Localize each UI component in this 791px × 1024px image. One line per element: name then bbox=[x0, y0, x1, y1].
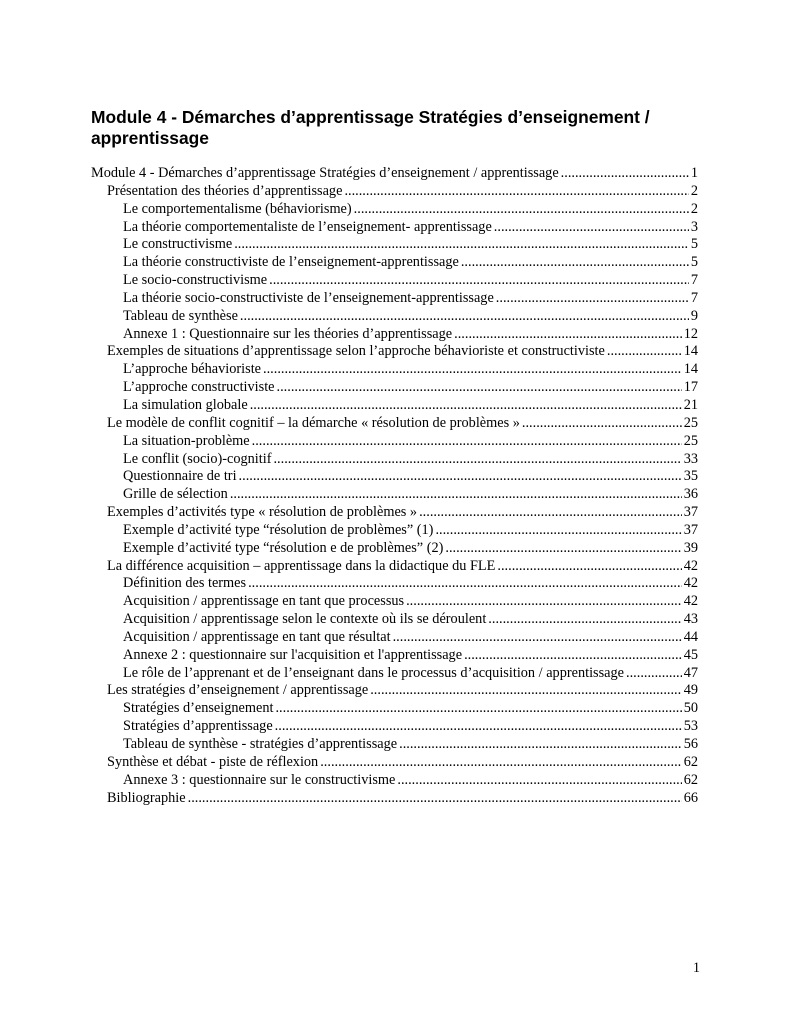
toc-entry[interactable] bbox=[91, 165, 698, 183]
toc-entry[interactable] bbox=[91, 718, 698, 736]
toc-entry-page-number[interactable]: 7 bbox=[690, 289, 698, 306]
toc-entry-label[interactable]: Acquisition / apprentissage en tant que résultat bbox=[123, 628, 391, 645]
toc-entry[interactable] bbox=[91, 415, 698, 433]
toc-entry-page-number[interactable]: 17 bbox=[683, 379, 698, 396]
toc-entry[interactable] bbox=[91, 700, 698, 718]
toc-entry-label[interactable]: Annexe 1 : Questionnaire sur les théories d’apprentissage bbox=[123, 325, 453, 342]
toc-entry-page-number[interactable]: 42 bbox=[683, 557, 698, 574]
toc-entry-label[interactable]: Questionnaire de tri bbox=[123, 468, 237, 485]
toc-entry[interactable] bbox=[91, 183, 698, 201]
toc-entry[interactable] bbox=[91, 451, 698, 469]
toc-entry-page-number[interactable]: 21 bbox=[683, 396, 698, 413]
toc-entry-page-number[interactable]: 36 bbox=[683, 486, 698, 503]
toc-entry[interactable] bbox=[91, 308, 698, 326]
toc-dot-leader bbox=[354, 201, 689, 219]
toc-entry-label[interactable]: Acquisition / apprentissage en tant que processus bbox=[123, 593, 405, 610]
toc-entry-label[interactable]: La théorie comportementaliste de l’enseignement- apprentissage bbox=[123, 218, 492, 235]
toc-dot-leader bbox=[277, 379, 682, 397]
toc-entry-label[interactable]: Grille de sélection bbox=[123, 486, 228, 503]
toc-entry[interactable] bbox=[91, 486, 698, 504]
toc-dot-leader bbox=[399, 736, 682, 754]
toc-entry-page-number[interactable]: 14 bbox=[683, 361, 698, 378]
toc-entry-page-number[interactable]: 62 bbox=[683, 771, 698, 788]
toc-entry-page-number[interactable]: 44 bbox=[683, 628, 698, 645]
toc-entry-label[interactable]: L’approche béhavioriste bbox=[123, 361, 262, 378]
toc-entry[interactable] bbox=[91, 254, 698, 272]
toc-entry-page-number[interactable]: 14 bbox=[683, 343, 698, 360]
toc-entry-label[interactable]: Stratégies d’apprentissage bbox=[123, 718, 273, 735]
toc-entry-page-number[interactable]: 56 bbox=[683, 736, 698, 752]
toc-entry[interactable] bbox=[91, 522, 698, 540]
toc-entry-page-number[interactable]: 62 bbox=[683, 753, 698, 770]
toc-entry-label[interactable]: Le comportementalisme (béhaviorisme) bbox=[123, 200, 352, 217]
toc-entry[interactable] bbox=[91, 611, 698, 629]
toc-entry-label[interactable]: Annexe 2 : questionnaire sur l'acquisition et l'apprentissage bbox=[123, 646, 463, 663]
toc-dot-leader bbox=[406, 593, 682, 611]
toc-entry-page-number[interactable]: 2 bbox=[690, 200, 698, 217]
toc-entry-label[interactable]: La théorie constructiviste de l’enseignement-apprentissage bbox=[123, 254, 459, 271]
toc-entry[interactable] bbox=[91, 629, 698, 647]
toc-entry[interactable] bbox=[91, 772, 698, 790]
toc-dot-leader bbox=[252, 433, 682, 451]
toc-entry-label[interactable]: Bibliographie bbox=[107, 789, 186, 806]
toc-dot-leader bbox=[188, 790, 682, 808]
toc-dot-leader bbox=[230, 486, 682, 504]
toc-entry[interactable] bbox=[91, 540, 698, 558]
toc-dot-leader bbox=[263, 361, 682, 379]
toc-entry[interactable] bbox=[91, 790, 698, 808]
page-number: 1 bbox=[692, 960, 700, 976]
toc-entry-label[interactable]: Exemples de situations d’apprentissage selon l’approche béhavioriste et constructiviste bbox=[107, 343, 605, 360]
toc-entry[interactable] bbox=[91, 433, 698, 451]
toc-dot-leader bbox=[464, 647, 682, 665]
toc-entry-page-number[interactable]: 47 bbox=[683, 664, 698, 681]
toc-entry-label[interactable]: Le rôle de l’apprenant et de l’enseignant dans le processus d’acquisition / apprentissage bbox=[123, 664, 625, 681]
toc-dot-leader bbox=[435, 522, 681, 540]
toc-dot-leader bbox=[250, 397, 682, 415]
toc-dot-leader bbox=[461, 254, 689, 272]
toc-entry[interactable] bbox=[91, 593, 698, 611]
toc-entry-label[interactable]: La simulation globale bbox=[123, 396, 248, 413]
toc-dot-leader bbox=[239, 468, 682, 486]
toc-entry-label[interactable]: Stratégies d’enseignement bbox=[123, 700, 274, 717]
toc-entry-label[interactable]: Présentation des théories d’apprentissage bbox=[107, 182, 343, 199]
toc-dot-leader bbox=[273, 451, 681, 469]
toc-dot-leader bbox=[561, 165, 689, 183]
toc-entry-page-number[interactable]: 49 bbox=[683, 682, 698, 699]
toc-dot-leader bbox=[275, 700, 681, 718]
toc-entry-page-number[interactable]: 5 bbox=[690, 236, 698, 253]
toc-entry[interactable] bbox=[91, 504, 698, 522]
toc-dot-leader bbox=[454, 326, 682, 344]
toc-entry-page-number[interactable]: 2 bbox=[690, 182, 698, 199]
toc-dot-leader bbox=[370, 682, 681, 700]
toc-entry-page-number[interactable]: 35 bbox=[683, 468, 698, 485]
toc-entry-label[interactable]: L’approche constructiviste bbox=[123, 379, 275, 396]
toc-dot-leader bbox=[240, 308, 689, 326]
toc-entry-label[interactable]: Tableau de synthèse bbox=[123, 307, 238, 324]
toc-entry[interactable] bbox=[91, 219, 698, 237]
toc-entry-label[interactable]: La situation-problème bbox=[123, 432, 250, 449]
toc-entry-label[interactable]: Le conflit (socio)-cognitif bbox=[123, 450, 272, 467]
toc-dot-leader bbox=[269, 272, 689, 290]
toc-entry-page-number[interactable]: 1 bbox=[690, 165, 698, 181]
toc-entry[interactable] bbox=[91, 647, 698, 665]
toc-dot-leader bbox=[497, 558, 681, 576]
toc-dot-leader bbox=[344, 183, 688, 201]
toc-entry[interactable] bbox=[91, 665, 698, 683]
toc-entry-label[interactable]: Module 4 - Démarches d’apprentissage Stratégies d’enseignement / apprentissage bbox=[91, 165, 559, 181]
toc-dot-leader bbox=[494, 219, 689, 237]
toc-entry[interactable] bbox=[91, 236, 698, 254]
toc-dot-leader bbox=[496, 290, 689, 308]
toc-entry-page-number[interactable]: 66 bbox=[683, 789, 698, 806]
toc-entry[interactable] bbox=[91, 343, 698, 361]
toc-entry[interactable] bbox=[91, 379, 698, 397]
toc-entry[interactable] bbox=[91, 558, 698, 576]
toc-entry-label[interactable]: Le constructivisme bbox=[123, 236, 233, 253]
toc-entry-page-number[interactable]: 25 bbox=[683, 414, 698, 431]
toc-entry-page-number[interactable]: 42 bbox=[683, 593, 698, 610]
toc-entry[interactable] bbox=[91, 290, 698, 308]
toc-entry-page-number[interactable]: 25 bbox=[683, 432, 698, 449]
toc-entry-label[interactable]: Acquisition / apprentissage selon le contexte où ils se déroulent bbox=[123, 611, 487, 628]
toc-entry-label[interactable]: La différence acquisition – apprentissage dans la didactique du FLE bbox=[107, 557, 496, 574]
toc-dot-leader bbox=[607, 343, 682, 361]
toc-entry-label[interactable]: Annexe 3 : questionnaire sur le constructivisme bbox=[123, 771, 396, 788]
toc-entry-page-number[interactable]: 53 bbox=[683, 718, 698, 735]
toc-dot-leader bbox=[397, 772, 681, 790]
document-title: Module 4 - Démarches d’apprentissage Stratégies d’enseignement / apprentissage bbox=[91, 107, 650, 148]
toc-entry-page-number[interactable]: 5 bbox=[690, 254, 698, 271]
toc-entry-page-number[interactable]: 12 bbox=[683, 325, 698, 342]
toc-dot-leader bbox=[522, 415, 682, 433]
toc-entry[interactable] bbox=[91, 754, 698, 772]
toc-entry-label[interactable]: Exemple d’activité type “résolution e de problèmes” (2) bbox=[123, 539, 444, 556]
toc-entry-page-number[interactable]: 37 bbox=[683, 521, 698, 538]
toc-dot-leader bbox=[320, 754, 681, 772]
toc-entry-label[interactable]: Exemple d’activité type “résolution de problèmes” (1) bbox=[123, 521, 434, 538]
toc-entry-page-number[interactable]: 45 bbox=[683, 646, 698, 663]
toc-entry[interactable] bbox=[91, 361, 698, 379]
toc-dot-leader bbox=[626, 665, 682, 683]
toc-entry-label[interactable]: La théorie socio-constructiviste de l’enseignement-apprentissage bbox=[123, 289, 494, 306]
toc-entry-label[interactable]: Synthèse et débat - piste de réflexion bbox=[107, 753, 319, 770]
toc-entry[interactable] bbox=[91, 201, 698, 219]
toc-entry-page-number[interactable]: 3 bbox=[690, 218, 698, 235]
toc-entry-label[interactable]: Le modèle de conflit cognitif – la démarche « résolution de problèmes » bbox=[107, 414, 520, 431]
toc-dot-leader bbox=[419, 504, 682, 522]
toc-entry-label[interactable]: Définition des termes bbox=[123, 575, 247, 592]
table-of-contents bbox=[91, 165, 698, 807]
toc-dot-leader bbox=[393, 629, 682, 647]
toc-entry[interactable] bbox=[91, 736, 698, 754]
toc-entry-page-number[interactable]: 39 bbox=[683, 539, 698, 556]
toc-entry-page-number[interactable]: 7 bbox=[690, 272, 698, 289]
toc-entry-page-number[interactable]: 42 bbox=[683, 575, 698, 592]
toc-entry-page-number[interactable]: 37 bbox=[683, 504, 698, 521]
toc-dot-leader bbox=[234, 236, 689, 254]
toc-entry-page-number[interactable]: 50 bbox=[683, 700, 698, 717]
toc-entry-label[interactable]: Le socio-constructivisme bbox=[123, 272, 268, 289]
toc-entry-page-number[interactable]: 9 bbox=[690, 307, 698, 324]
toc-entry[interactable] bbox=[91, 272, 698, 290]
toc-entry[interactable] bbox=[91, 468, 698, 486]
toc-entry[interactable] bbox=[91, 326, 698, 344]
toc-entry[interactable] bbox=[91, 682, 698, 700]
toc-entry-label[interactable]: Les stratégies d’enseignement / apprentissage bbox=[107, 682, 369, 699]
toc-dot-leader bbox=[275, 718, 682, 736]
toc-dot-leader bbox=[445, 540, 681, 558]
toc-entry-page-number[interactable]: 33 bbox=[683, 450, 698, 467]
toc-dot-leader bbox=[488, 611, 681, 629]
toc-entry[interactable] bbox=[91, 397, 698, 415]
toc-dot-leader bbox=[248, 575, 682, 593]
toc-entry-label[interactable]: Tableau de synthèse - stratégies d’apprentissage bbox=[123, 736, 398, 752]
toc-entry-label[interactable]: Exemples d’activités type « résolution de problèmes » bbox=[107, 504, 418, 521]
toc-entry-page-number[interactable]: 43 bbox=[683, 611, 698, 628]
toc-entry[interactable] bbox=[91, 575, 698, 593]
